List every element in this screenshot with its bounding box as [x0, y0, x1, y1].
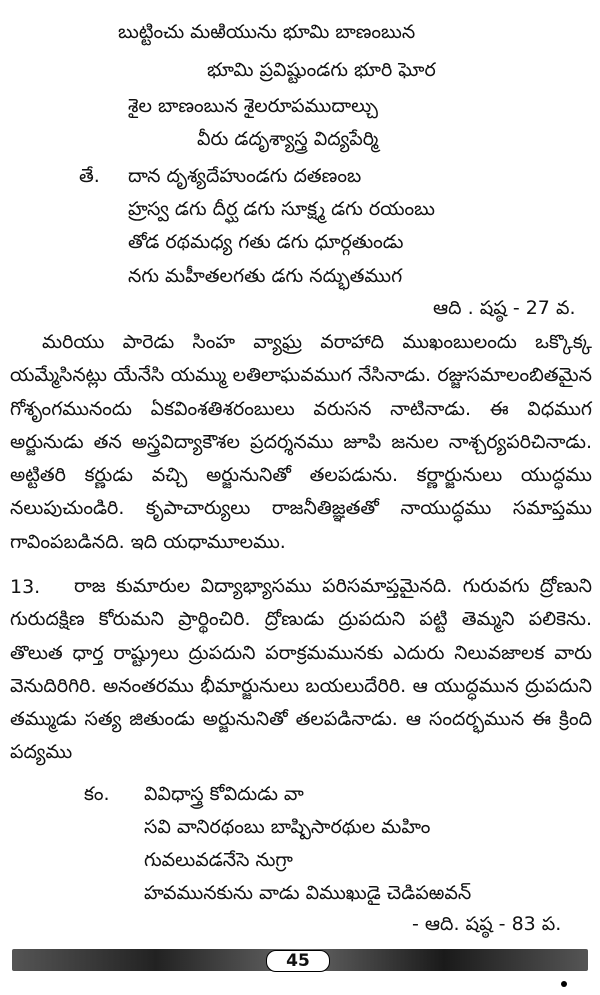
- poem1-line-3: శైల బాణంబున శైలరూపముదాల్చు: [128, 95, 379, 117]
- poem1-line-5: దాన దృశ్యదేహుండగు దతణంబ: [128, 165, 362, 187]
- te-marker: తే.: [79, 165, 100, 187]
- poem1-citation: ఆది . షష్ఠ - 27 వ.: [433, 297, 576, 319]
- poem2-citation: - ఆది. షష్ఠ - 83 ప.: [412, 913, 562, 935]
- paragraph-2-text: రాజ కుమారుల విద్యాభ్యాసము పరిసమాప్తమైనది. గురువగు ద్రోణుని గురుదక్షిణ కోరుమని ప్రార్థించిరి. ద్రోణుడు ద్రుపదుని పట్టి తెమ్మని పలికెను. తొలుత ధార్త రాష్ట్రులు ద్రుపదుని పరాక్రమమునకు ఎదురు నిలువజాలక వారు వెనుదిరిగిరి. అనంతరము భీమార్జునులు బయలుదేరిరి. ఆ యుద్ధమున ద్రుపదుని తమ్ముడు సత్య జితుండు అర్జునునితో తలపడినాడు. ఆ సందర్భమున ఈ క్రింది పద్యము: [10, 575, 592, 764]
- poem1-line-2: భూమి ప్రవిష్టుండగు భూరి ఘోర: [207, 59, 436, 81]
- paragraph-number: 13.: [10, 576, 41, 598]
- poem1-line-8: నగు మహీతలగతు డగు నద్భుతముగ: [128, 265, 403, 287]
- prose-paragraph-2: [10, 570, 592, 770]
- poem2-line-1: వివిధాస్త్ర కోవిదుడు వా: [144, 783, 304, 805]
- corner-dot: [561, 981, 567, 987]
- poem2-line-2: సవి వానిరథంబు బాష్పిసారథుల మహిం: [144, 816, 431, 838]
- kam-marker: కం.: [84, 783, 110, 805]
- paragraph-1-text: మరియు పారెడు సింహ వ్యాఘ్ర వరాహాది ముఖంబులందు ఒక్కొక్క యమ్మేసినట్లు యేనేసి యమ్ము లతిలాఘవముగ నేసినాడు. రజ్జుసమాలంబితమైన గోశృంగమునందు ఏకవింశతిశరంబులు వరుసన నాటినాడు. ఈ విధముగ అర్జునుడు తన అస్త్రవిద్యాకౌశల ప్రదర్శనము జూపి జనుల నాశ్చర్యపరిచినాడు. అట్టితరి కర్ణుడు వచ్చి అర్జునునితో తలపడును. కర్ణార్జునులు యుద్ధము నలుపుచుండిరి. కృపాచార్యులు రాజనీతిజ్ఞతతో నాయుద్ధము సమాప్తము గావింపబడినది. ఇది యధామూలము.: [10, 331, 592, 553]
- poem1-line-6: హ్రస్వ డగు దీర్ఘ డగు సూక్ష్మ డగు రయంబు: [128, 198, 436, 220]
- prose-paragraph-1: [10, 326, 592, 559]
- poem1-line-1: బుట్టించు మఱియును భూమి బాణంబున: [118, 21, 416, 43]
- page-number: 45: [266, 950, 330, 972]
- poem2-line-3: గువలువడనేసె నుగ్రా: [144, 849, 293, 871]
- poem1-line-7: తోడ రథమధ్య గతు డగు ధూర్గతుండు: [128, 231, 404, 253]
- poem1-line-4: వీరు డదృశ్యాస్త్ర విద్యపేర్మి: [197, 128, 379, 150]
- poem2-line-4: హవమునకును వాడు విముఖుడై చెడిపఱవన్: [144, 882, 472, 904]
